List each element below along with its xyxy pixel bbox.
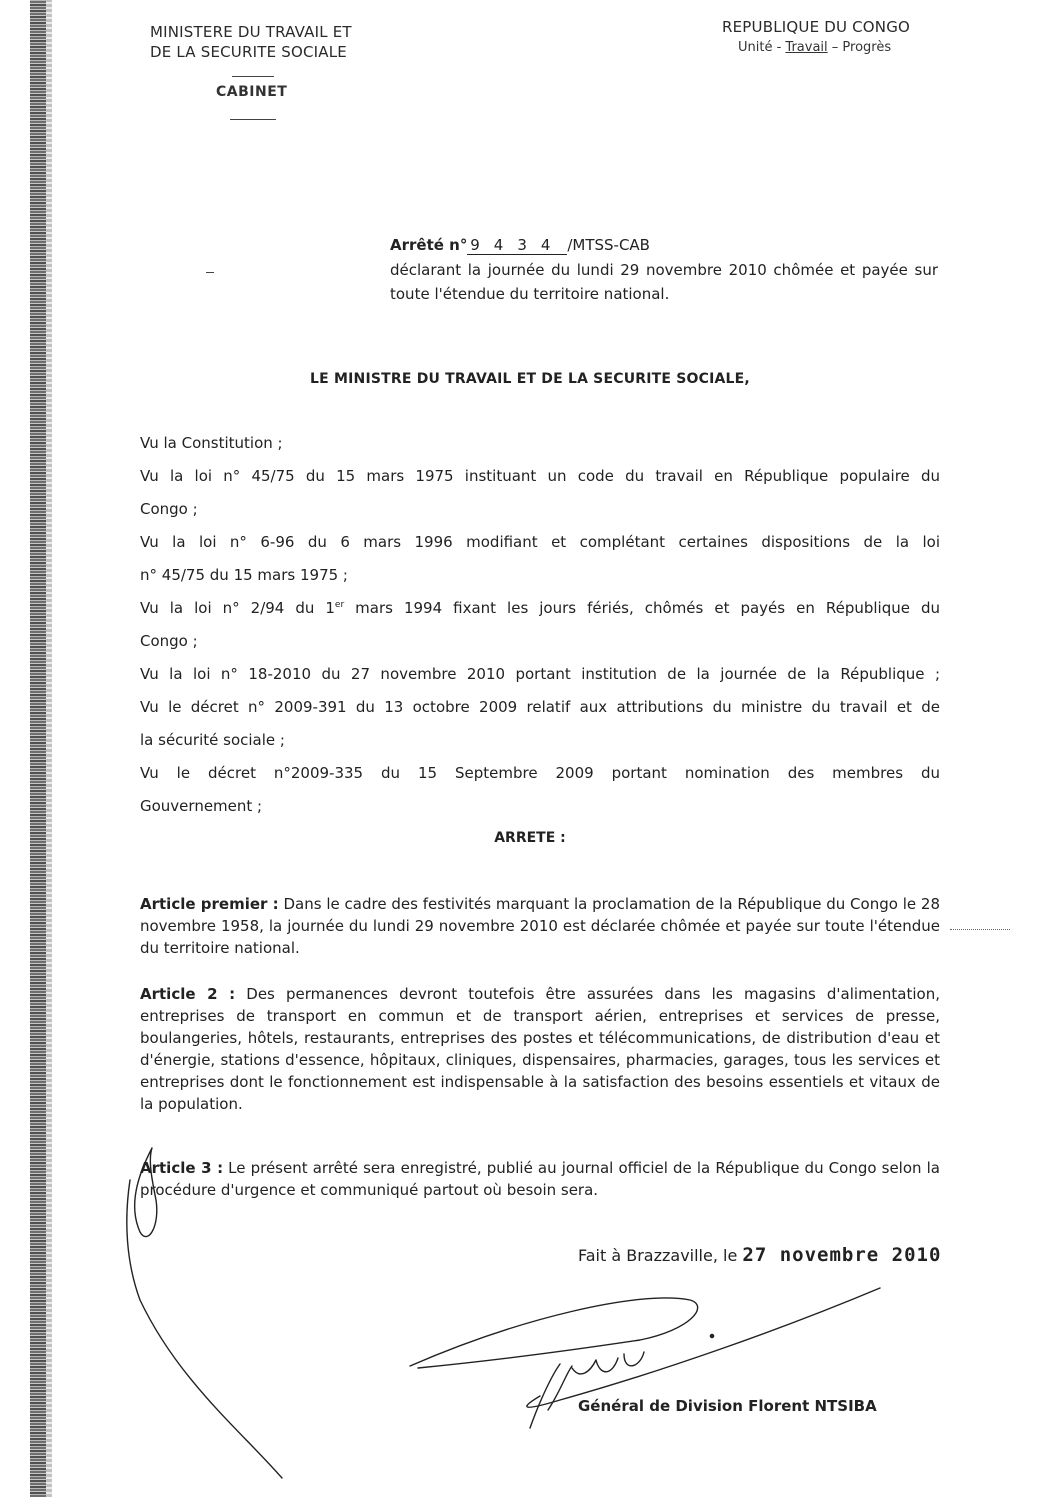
article-1-text: Dans le cadre des festivités marquant la proclamation de la République du Congo le 28 novembre 1958, la journée du lundi 29 novembre 2010 est déclarée chômée et payée sur toute l'étendue du territoire national. [140,895,940,957]
decree-number: 9434 [467,236,567,255]
article-3-text: Le présent arrêté sera enregistré, publié au journal officiel de la République du Congo selon la procédure d'urgence et communiqué partout où besoin sera. [140,1159,940,1199]
scan-mark-right [950,929,1010,931]
article-1-label: Article premier : [140,895,279,913]
signature-letters [530,1352,644,1428]
visa-law-6-96: Vu la loi n° 6-96 du 6 mars 1996 modifiant et complétant certaines dispositions de la loi [140,533,940,551]
national-motto [738,40,891,55]
scan-edge [30,0,46,1497]
decree-number-line [390,236,650,255]
article-3 [140,1157,940,1201]
article-2-label: Article 2 : [140,985,236,1003]
visa-constitution: Vu la Constitution ; [140,434,283,452]
visa-law-6-96-cont: n° 45/75 du 15 mars 1975 ; [140,566,348,584]
signer-name: Général de Division Florent NTSIBA [578,1397,877,1415]
authority-title: LE MINISTRE DU TRAVAIL ET DE LA SECURITE SOCIALE, [310,371,750,387]
country-name: REPUBLIQUE DU CONGO [722,18,911,36]
article-2-text: Des permanences devront toutefois être assurées dans les magasins d'alimentation, entreprises de transport en commun et de transport aérien, entreprises et services de presse, boulangeries, hôtels, restaurants, entreprises des postes et télécommunications, de distribution d'eau et d'énergie, stations d'essence, hôpitaux, cliniques, dispensaires, pharmacies, garages, tous les services et entreprises dont le fonctionnement est indispensable à la satisfaction des besoins essentiels et vitaux de la population. [140,985,940,1113]
signature-dot [710,1334,713,1337]
header-divider-top [232,76,274,77]
visa-decree-2009-335: Vu le décret n°2009-335 du 15 Septembre 2009 portant nomination des membres du [140,764,940,782]
place-date-line [578,1244,941,1266]
signature-date: 27 novembre 2010 [742,1244,942,1266]
ministry-line-1: MINISTERE DU TRAVAIL ET [150,23,352,41]
place-text: Fait à Brazzaville, le [578,1246,743,1265]
header-divider-bottom [230,119,276,120]
visa-law-45-75-cont: Congo ; [140,500,198,518]
motto-part-1: Unité - [738,40,786,55]
signature-sweep [527,1288,880,1407]
cabinet-label: CABINET [216,84,288,100]
decree-label: Arrêté n° [390,236,468,254]
visa-law-2-94-sup: er [334,600,345,610]
visa-decree-2009-391: Vu le décret n° 2009-391 du 13 octobre 2009 relatif aux attributions du ministre du travail et de [140,698,940,716]
scan-edge-shadow [46,0,52,1497]
decree-suffix: /MTSS-CAB [567,236,650,254]
visa-law-45-75: Vu la loi n° 45/75 du 15 mars 1975 instituant un code du travail en République populaire du [140,467,940,485]
article-2 [140,983,940,1115]
visa-list [140,427,940,823]
scan-mark [206,272,214,273]
visa-law-18-2010: Vu la loi n° 18-2010 du 27 novembre 2010 portant institution de la journée de la République ; [140,665,940,683]
signature-upper-loop [410,1298,698,1368]
decides-heading: ARRETE : [494,830,566,846]
ministry-header [150,22,352,62]
visa-law-2-94-a: Vu la loi n° 2/94 du 1 [140,599,335,617]
visa-law-2-94-cont: Congo ; [140,632,198,650]
signature-long-stroke [127,1180,282,1478]
decree-object: déclarant la journée du lundi 29 novembre 2010 chômée et payée sur toute l'étendue du territoire national. [390,261,938,303]
article-1 [140,893,940,959]
visa-law-2-94 [140,592,940,625]
motto-part-3: – Progrès [827,40,892,55]
article-3-label: Article 3 : [140,1159,224,1177]
visa-law-2-94-b: mars 1994 fixant les jours fériés, chômés et payés en République du [344,599,940,617]
visa-decree-2009-335-cont: Gouvernement ; [140,797,263,815]
visa-decree-2009-391-cont: la sécurité sociale ; [140,731,285,749]
ministry-line-2: DE LA SECURITE SOCIALE [150,43,347,61]
motto-part-2: Travail [785,40,828,55]
